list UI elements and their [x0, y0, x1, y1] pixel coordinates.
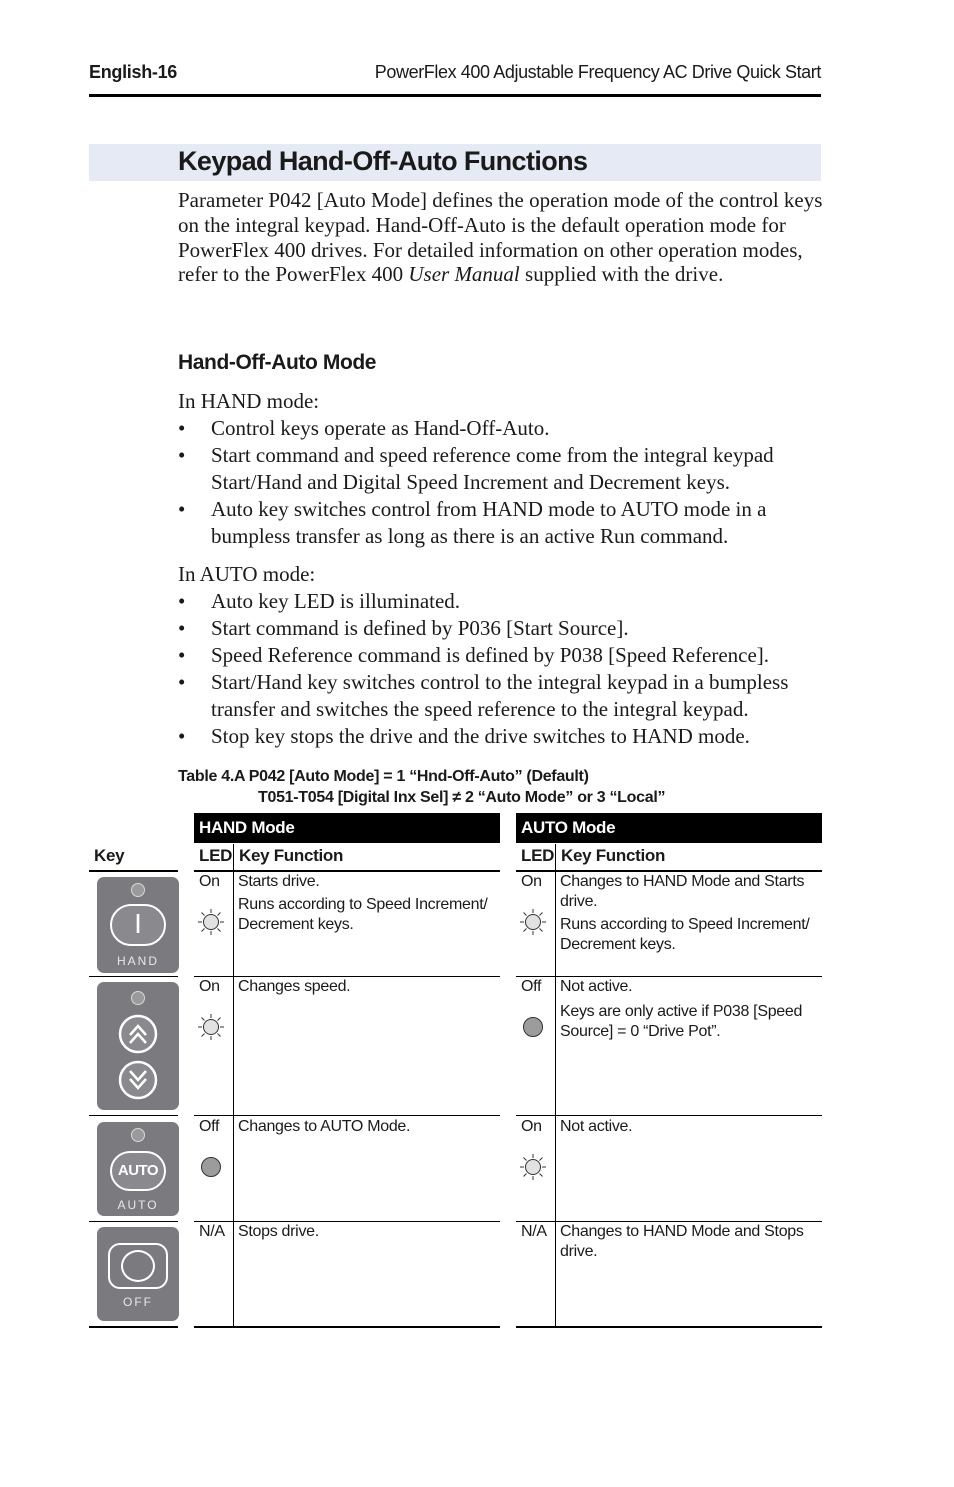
- hand-led-state: Off: [199, 1118, 220, 1135]
- bullet-icon: •: [178, 589, 186, 613]
- key-led-icon: [131, 1128, 145, 1142]
- auto-led-header: LED: [521, 846, 555, 865]
- hand-start-key-icon: [97, 877, 179, 973]
- hand-function-text: [238, 977, 500, 997]
- hand-led-header: LED: [199, 846, 233, 865]
- auto-function-header: Key Function: [561, 846, 666, 865]
- hand-column-divider: [233, 844, 234, 1327]
- list-item-text: Control keys operate as Hand-Off-Auto.: [211, 416, 550, 440]
- led-off-icon: [200, 1156, 222, 1178]
- table-row-divider: [89, 976, 178, 977]
- auto-led-state: On: [521, 1118, 542, 1135]
- start-button-icon: [110, 904, 166, 946]
- function-line: Changes to HAND Mode and Stops drive.: [560, 1223, 804, 1260]
- page-label: English-16: [89, 62, 178, 82]
- auto-key-icon: [97, 1122, 179, 1216]
- off-stop-key-icon: [97, 1227, 179, 1321]
- subsection-title: Hand-Off-Auto Mode: [178, 351, 377, 374]
- bullet-icon: •: [178, 643, 186, 667]
- list-item: [178, 496, 823, 550]
- document-title: PowerFlex 400 Adjustable Frequency AC Drive Quick Start: [374, 62, 821, 82]
- stop-button-icon: [108, 1243, 168, 1289]
- bullet-icon: •: [178, 670, 186, 694]
- intro-text-start: Parameter P042 [Auto Mode] defines the operation mode of the control keys on the integral keypad. Hand-Off-Auto is the default operation mode for PowerFlex 400 drives. For detailed information on other operation modes, refer to the PowerFlex 400: [178, 188, 823, 287]
- key-led-icon: [131, 883, 145, 897]
- speed-arrows-icon: [109, 1012, 167, 1106]
- hand-mode-header: HAND Mode: [194, 813, 500, 843]
- auto-column-divider: [555, 844, 556, 1327]
- table-row-divider: [194, 1115, 500, 1116]
- hand-function-header: Key Function: [239, 846, 344, 865]
- list-item: [178, 442, 823, 496]
- hand-function-text: [238, 1117, 500, 1137]
- auto-led-state: N/A: [521, 1223, 547, 1240]
- hand-led-state: On: [199, 873, 220, 890]
- list-item-text: Start command and speed reference come from the integral keypad Start/Hand and Digital Speed Increment and Decrement keys.: [211, 443, 774, 494]
- list-item: [178, 415, 823, 442]
- auto-mode-header: AUTO Mode: [516, 813, 822, 843]
- function-line: Runs according to Speed Increment/ Decrement keys.: [238, 896, 488, 933]
- intro-paragraph: [178, 188, 823, 287]
- hand-function-text: [238, 1222, 500, 1242]
- intro-text-end: supplied with the drive.: [519, 262, 724, 287]
- led-off-icon: [522, 1016, 544, 1038]
- list-item-text: Speed Reference command is defined by P038 [Speed Reference].: [211, 643, 770, 667]
- list-item: [178, 723, 823, 750]
- list-item-text: Start/Hand key switches control to the integral keypad in a bumpless transfer and switches the speed reference to the integral keypad.: [211, 670, 789, 721]
- auto-led-state: On: [521, 873, 542, 890]
- function-line: Keys are only active if P038 [Speed Source] = 0 “Drive Pot”.: [560, 1003, 803, 1040]
- auto-mode-intro: In AUTO mode:: [178, 562, 316, 586]
- function-line: Starts drive.: [238, 873, 320, 890]
- led-on-icon: [198, 909, 224, 935]
- function-line: Changes to HAND Mode and Starts drive.: [560, 873, 805, 910]
- table-caption-line1: Table 4.A P042 [Auto Mode] = 1 “Hnd-Off-Auto” (Default): [178, 768, 589, 785]
- key-caption: OFF: [123, 1295, 153, 1309]
- auto-function-text: [560, 1117, 822, 1137]
- auto-function-text: [560, 1222, 822, 1262]
- auto-function-text: [560, 977, 822, 1042]
- key-led-icon: [131, 991, 145, 1005]
- bullet-icon: •: [178, 724, 186, 748]
- table-rule: [516, 1326, 822, 1328]
- table-row-divider: [89, 1115, 178, 1116]
- function-line: Changes to AUTO Mode.: [238, 1118, 411, 1135]
- key-column-header: Key: [94, 846, 125, 865]
- hand-function-text: [238, 872, 500, 935]
- list-item: [178, 669, 823, 723]
- function-line: Changes speed.: [238, 978, 351, 995]
- led-on-icon: [198, 1014, 224, 1040]
- key-caption: HAND: [116, 954, 159, 968]
- table-rule: [89, 870, 178, 872]
- key-caption: AUTO: [117, 1198, 159, 1212]
- table-row-divider: [516, 1115, 822, 1116]
- table-row-divider: [89, 1221, 178, 1222]
- hand-mode-list: [178, 415, 823, 550]
- list-item: [178, 642, 823, 669]
- table-rule: [89, 1326, 178, 1328]
- table-caption-line2: T051-T054 [Digital Inx Sel] ≠ 2 “Auto Mode” or 3 “Local”: [258, 789, 666, 806]
- section-title: Keypad Hand-Off-Auto Functions: [178, 146, 588, 176]
- auto-mode-list: [178, 588, 823, 750]
- stop-ring-icon: [121, 1250, 155, 1282]
- hand-led-state: On: [199, 978, 220, 995]
- table-rule: [194, 1326, 500, 1328]
- function-line: Runs according to Speed Increment/ Decrement keys.: [560, 916, 810, 953]
- bullet-icon: •: [178, 616, 186, 640]
- header-rule: [89, 94, 821, 97]
- auto-led-state: Off: [521, 978, 542, 995]
- intro-italic-manual: User Manual: [408, 262, 520, 287]
- auto-glyph: AUTO: [117, 1162, 159, 1179]
- hand-led-state: N/A: [199, 1223, 225, 1240]
- start-glyph: I: [134, 908, 142, 939]
- list-item: [178, 615, 823, 642]
- speed-up-down-keys-icon: [97, 982, 179, 1110]
- bullet-icon: •: [178, 497, 186, 521]
- led-on-icon: [520, 1154, 546, 1180]
- bullet-icon: •: [178, 416, 186, 440]
- list-item-text: Auto key LED is illuminated.: [211, 589, 461, 613]
- list-item-text: Stop key stops the drive and the drive switches to HAND mode.: [211, 724, 750, 748]
- auto-function-text: [560, 872, 822, 955]
- function-line: Not active.: [560, 1118, 633, 1135]
- list-item-text: Start command is defined by P036 [Start Source].: [211, 616, 629, 640]
- list-item: [178, 588, 823, 615]
- led-on-icon: [520, 909, 546, 935]
- bullet-icon: •: [178, 443, 186, 467]
- function-line: Stops drive.: [238, 1223, 319, 1240]
- auto-button-icon: [110, 1151, 166, 1191]
- hand-mode-intro: In HAND mode:: [178, 389, 320, 413]
- function-line: Not active.: [560, 978, 633, 995]
- list-item-text: Auto key switches control from HAND mode to AUTO mode in a bumpless transfer as long as there is an active Run command.: [211, 497, 767, 548]
